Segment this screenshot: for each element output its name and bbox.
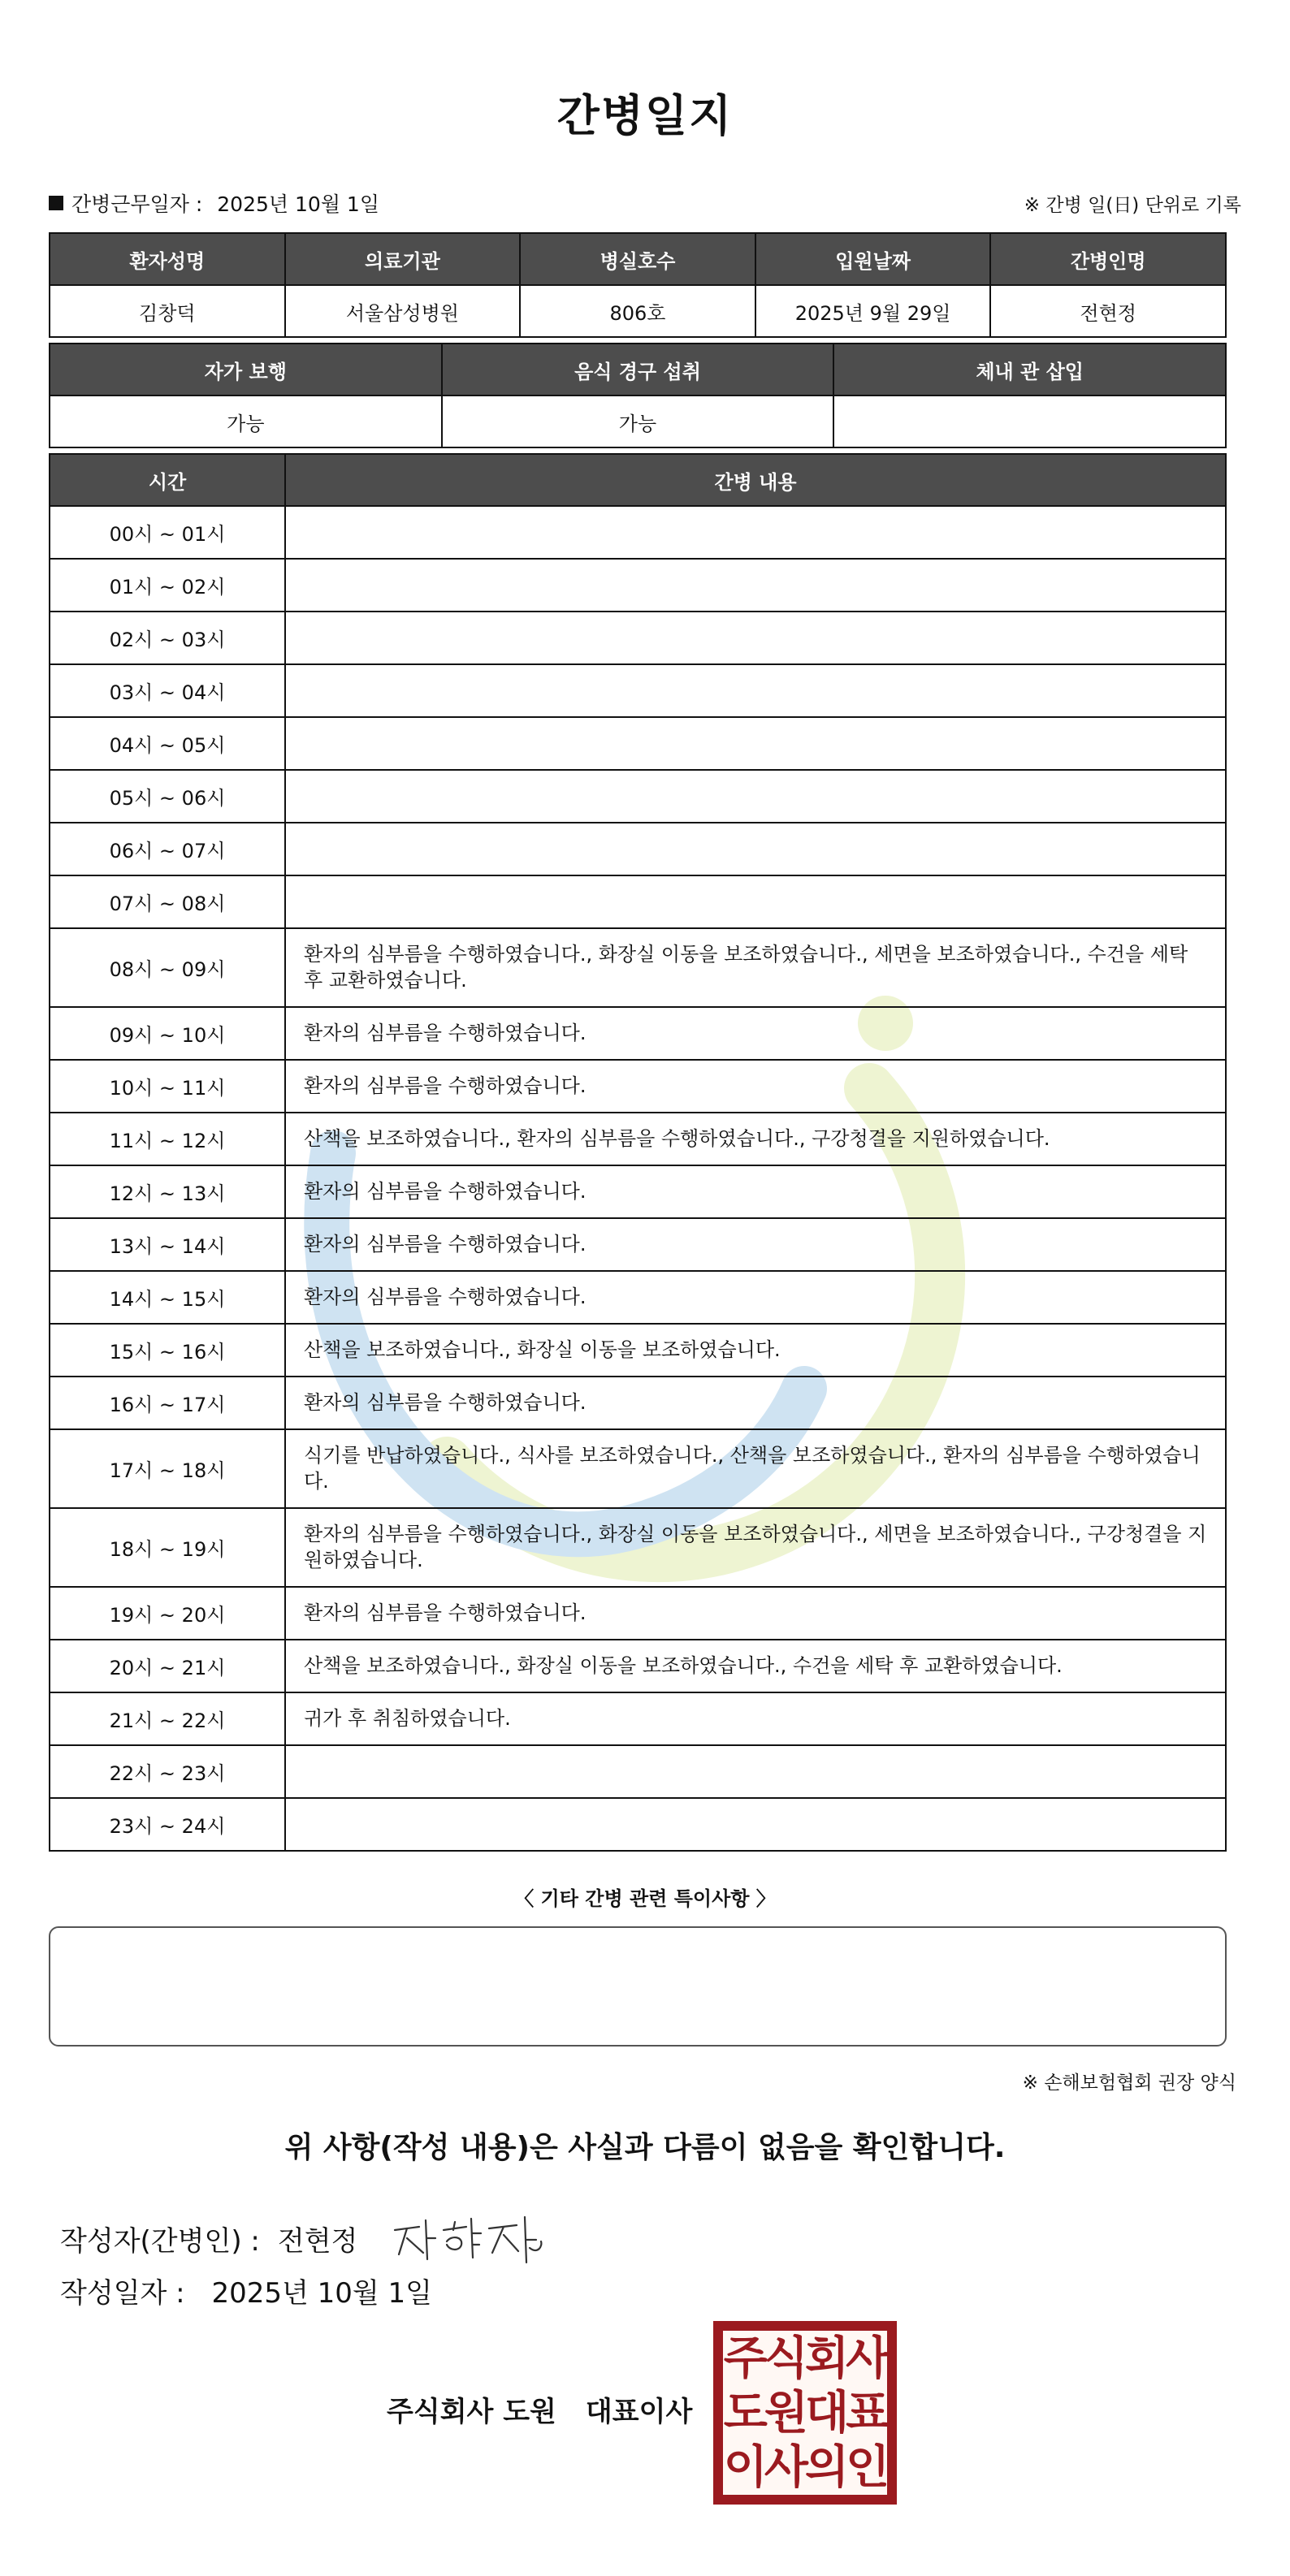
table-row xyxy=(50,1271,1226,1324)
square-bullet-icon xyxy=(49,196,63,210)
time-slot: 22시 ~ 23시 xyxy=(50,1745,285,1798)
writer-line xyxy=(60,2206,549,2271)
time-slot: 15시 ~ 16시 xyxy=(50,1324,285,1377)
care-content: 산책을 보조하였습니다., 화장실 이동을 보조하였습니다. xyxy=(285,1324,1226,1377)
patient-name: 김창덕 xyxy=(50,285,285,337)
patient-info-table xyxy=(49,232,1227,338)
care-content: 환자의 심부름을 수행하였습니다. xyxy=(285,1587,1226,1640)
time-slot: 02시 ~ 03시 xyxy=(50,612,285,664)
care-content: 산책을 보조하였습니다., 환자의 심부름을 수행하였습니다., 구강청결을 지원하였습니다. xyxy=(285,1113,1226,1165)
time-slot: 16시 ~ 17시 xyxy=(50,1377,285,1429)
time-slot: 12시 ~ 13시 xyxy=(50,1165,285,1218)
time-slot: 01시 ~ 02시 xyxy=(50,559,285,612)
care-content xyxy=(285,1798,1226,1851)
time-slot: 13시 ~ 14시 xyxy=(50,1218,285,1271)
page-title: 간병일지 xyxy=(556,90,734,141)
table-row xyxy=(50,559,1226,612)
time-slot: 19시 ~ 20시 xyxy=(50,1587,285,1640)
admission-date: 2025년 9월 29일 xyxy=(755,285,991,337)
time-slot: 03시 ~ 04시 xyxy=(50,664,285,717)
care-content: 환자의 심부름을 수행하였습니다. xyxy=(285,1271,1226,1324)
care-content: 귀가 후 취침하였습니다. xyxy=(285,1692,1226,1745)
table-row xyxy=(50,1640,1226,1692)
tube-insertion xyxy=(833,395,1226,447)
care-content xyxy=(285,770,1226,823)
writer-label: 작성자(간병인) : xyxy=(60,2224,260,2258)
table-row xyxy=(50,875,1226,928)
oral-intake: 가능 xyxy=(442,395,834,447)
time-slot: 10시 ~ 11시 xyxy=(50,1060,285,1113)
care-content: 산책을 보조하였습니다., 화장실 이동을 보조하였습니다., 수건을 세탁 후 교환하였습니다. xyxy=(285,1640,1226,1692)
written-date: 2025년 10월 1일 xyxy=(211,2277,433,2310)
care-content: 식기를 반납하였습니다., 식사를 보조하였습니다., 산책을 보조하였습니다., 환자의 심부름을 수행하였습니다. xyxy=(285,1429,1226,1508)
care-content xyxy=(285,664,1226,717)
care-content xyxy=(285,506,1226,559)
header-tube-insertion: 체내 관 삽입 xyxy=(833,344,1226,395)
confirmation-statement: 위 사항(작성 내용)은 사실과 다름이 없음을 확인합니다. xyxy=(284,2131,1006,2164)
table-row xyxy=(50,1745,1226,1798)
seal-text-row: 도원대표 xyxy=(723,2385,887,2440)
header-self-walking: 자가 보행 xyxy=(50,344,442,395)
care-content xyxy=(285,612,1226,664)
time-slot: 21시 ~ 22시 xyxy=(50,1692,285,1745)
care-content xyxy=(285,875,1226,928)
time-slot: 20시 ~ 21시 xyxy=(50,1640,285,1692)
table-row xyxy=(50,1165,1226,1218)
header-care-content: 간병 내용 xyxy=(285,454,1226,506)
table-row xyxy=(50,1798,1226,1851)
time-slot: 07시 ~ 08시 xyxy=(50,875,285,928)
seal-text-row: 이사의인 xyxy=(723,2440,887,2495)
ability-info-table xyxy=(49,343,1227,448)
care-content: 환자의 심부름을 수행하였습니다. xyxy=(285,1060,1226,1113)
table-row xyxy=(50,1113,1226,1165)
care-content: 환자의 심부름을 수행하였습니다., 화장실 이동을 보조하였습니다., 세면을 보조하였습니다., 수건을 세탁 후 교환하였습니다. xyxy=(285,928,1226,1007)
handwritten-signature xyxy=(387,2206,549,2271)
written-date-line xyxy=(60,2271,432,2310)
care-content: 환자의 심부름을 수행하였습니다. xyxy=(285,1377,1226,1429)
written-date-label: 작성일자 : xyxy=(60,2277,185,2310)
company-seal-stamp xyxy=(713,2321,897,2505)
work-date-value: 2025년 10월 1일 xyxy=(217,192,379,216)
time-slot: 23시 ~ 24시 xyxy=(50,1798,285,1851)
table-row xyxy=(50,1587,1226,1640)
care-content: 환자의 심부름을 수행하였습니다. xyxy=(285,1165,1226,1218)
care-content: 환자의 심부름을 수행하였습니다. xyxy=(285,1218,1226,1271)
table-row xyxy=(50,1060,1226,1113)
room-number: 806호 xyxy=(520,285,755,337)
time-slot: 06시 ~ 07시 xyxy=(50,823,285,875)
table-row xyxy=(50,612,1226,664)
company-line xyxy=(387,2389,692,2429)
caregiver-name: 전현정 xyxy=(990,285,1226,337)
header-hospital: 의료기관 xyxy=(285,233,521,285)
self-walking: 가능 xyxy=(50,395,442,447)
table-row xyxy=(50,1007,1226,1060)
work-date-label: 간병근무일자 : xyxy=(71,192,203,216)
table-row xyxy=(50,823,1226,875)
writer-name: 전현정 xyxy=(277,2224,358,2258)
table-row xyxy=(50,928,1226,1007)
header-patient-name: 환자성명 xyxy=(50,233,285,285)
table-row xyxy=(50,1377,1226,1429)
time-slot: 09시 ~ 10시 xyxy=(50,1007,285,1060)
table-row xyxy=(50,1508,1226,1587)
table-row xyxy=(50,1324,1226,1377)
unit-note: ※ 간병 일(日) 단위로 기록 xyxy=(1024,195,1241,216)
special-notes-label: 〈 기타 간병 관련 특이사항 〉 xyxy=(514,1887,776,1910)
table-row xyxy=(50,1218,1226,1271)
special-notes-box xyxy=(49,1926,1227,2047)
time-slot: 04시 ~ 05시 xyxy=(50,717,285,770)
header-time: 시간 xyxy=(50,454,285,506)
header-room: 병실호수 xyxy=(520,233,755,285)
table-row xyxy=(50,506,1226,559)
header-oral-intake: 음식 경구 섭취 xyxy=(442,344,834,395)
table-row xyxy=(50,1692,1226,1745)
header-admission-date: 입원날짜 xyxy=(755,233,991,285)
company-title: 대표이사 xyxy=(585,2396,693,2428)
table-row xyxy=(50,717,1226,770)
work-date xyxy=(49,188,379,218)
table-row xyxy=(50,664,1226,717)
care-content xyxy=(285,1745,1226,1798)
care-content: 환자의 심부름을 수행하였습니다. xyxy=(285,1007,1226,1060)
seal-text-row: 주식회사 xyxy=(723,2331,887,2385)
table-row xyxy=(50,770,1226,823)
hospital: 서울삼성병원 xyxy=(285,285,521,337)
header-caregiver-name: 간병인명 xyxy=(990,233,1226,285)
time-slot: 18시 ~ 19시 xyxy=(50,1508,285,1587)
time-slot: 05시 ~ 06시 xyxy=(50,770,285,823)
time-slot: 17시 ~ 18시 xyxy=(50,1429,285,1508)
recommendation-note: ※ 손해보험협회 권장 양식 xyxy=(1022,2072,1236,2094)
company-name: 주식회사 도원 xyxy=(387,2396,556,2428)
care-content xyxy=(285,559,1226,612)
time-slot: 00시 ~ 01시 xyxy=(50,506,285,559)
time-slot: 08시 ~ 09시 xyxy=(50,928,285,1007)
care-content: 환자의 심부름을 수행하였습니다., 화장실 이동을 보조하였습니다., 세면을 보조하였습니다., 구강청결을 지원하였습니다. xyxy=(285,1508,1226,1587)
care-content xyxy=(285,823,1226,875)
care-log-table xyxy=(49,453,1227,1852)
care-content xyxy=(285,717,1226,770)
table-row xyxy=(50,1429,1226,1508)
time-slot: 14시 ~ 15시 xyxy=(50,1271,285,1324)
time-slot: 11시 ~ 12시 xyxy=(50,1113,285,1165)
